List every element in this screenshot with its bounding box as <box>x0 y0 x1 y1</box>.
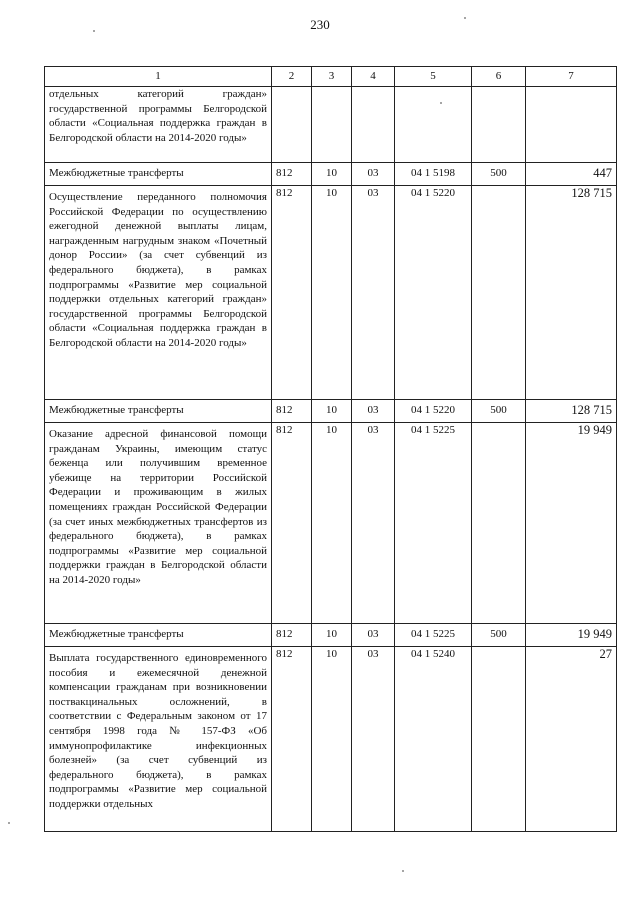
column-header: 1 <box>45 67 272 87</box>
row-description: отдельных категорий граждан» государственной программы Белгородской области «Социальная поддержка граждан в Белгородской области на 2014-2020 годы» <box>45 87 272 163</box>
cell-subsection <box>352 87 395 163</box>
cell-section: 10 <box>312 624 352 647</box>
scan-speck <box>402 870 404 872</box>
table-header-row <box>45 67 617 87</box>
budget-table <box>44 66 617 832</box>
cell-target-item <box>395 87 472 163</box>
table-row <box>45 647 617 832</box>
cell-subsection: 03 <box>352 163 395 186</box>
table-row <box>45 87 617 163</box>
cell-expense-type: 500 <box>472 163 526 186</box>
column-header: 6 <box>472 67 526 87</box>
scan-speck <box>8 822 10 824</box>
cell-target-item: 04 1 5225 <box>395 423 472 624</box>
cell-section <box>312 87 352 163</box>
cell-code: 812 <box>272 163 312 186</box>
cell-target-item: 04 1 5225 <box>395 624 472 647</box>
cell-amount: 447 <box>526 163 617 186</box>
scan-speck <box>440 102 442 104</box>
row-description: Межбюджетные трансферты <box>45 624 272 647</box>
row-description: Межбюджетные трансферты <box>45 163 272 186</box>
cell-code: 812 <box>272 400 312 423</box>
scan-speck <box>93 30 95 32</box>
cell-code: 812 <box>272 647 312 832</box>
cell-subsection: 03 <box>352 186 395 400</box>
cell-amount: 128 715 <box>526 400 617 423</box>
cell-code: 812 <box>272 624 312 647</box>
cell-amount <box>526 87 617 163</box>
table-row <box>45 423 617 624</box>
cell-amount: 19 949 <box>526 423 617 624</box>
page-number: 230 <box>310 17 330 32</box>
column-header: 2 <box>272 67 312 87</box>
cell-subsection: 03 <box>352 647 395 832</box>
cell-subsection: 03 <box>352 624 395 647</box>
table-row <box>45 163 617 186</box>
row-description: Выплата государственного единовременного пособия и ежемесячной денежной компенсации гражданам при возникновении поствакцинальных осложнений, в соответствии с Федеральным законом от 17 сентября 1998 года № 157-ФЗ «Об иммунопрофилактике инфекционных болезней» (за счет субвенций из федерального бюджета), в рамках подпрограммы «Развитие мер социальной поддержки отдельных <box>45 647 272 832</box>
cell-code <box>272 87 312 163</box>
cell-amount: 27 <box>526 647 617 832</box>
cell-section: 10 <box>312 186 352 400</box>
column-header: 4 <box>352 67 395 87</box>
scan-speck <box>464 17 466 19</box>
column-header: 7 <box>526 67 617 87</box>
cell-amount: 128 715 <box>526 186 617 400</box>
cell-expense-type <box>472 186 526 400</box>
table-row <box>45 624 617 647</box>
cell-subsection: 03 <box>352 423 395 624</box>
row-description: Осуществление переданного полномочия Российской Федерации по осуществлению ежегодной денежной выплаты лицам, награжденным нагрудным знаком «Почетный донор России» (за счет субвенций из федерального бюджета), в рамках подпрограммы «Развитие мер социальной поддержки отдельных категорий граждан» государственной программы Белгородской области «Социальная поддержка граждан в Белгородской области на 2014-2020 годы» <box>45 186 272 400</box>
cell-target-item: 04 1 5240 <box>395 647 472 832</box>
cell-expense-type: 500 <box>472 624 526 647</box>
cell-code: 812 <box>272 423 312 624</box>
cell-expense-type: 500 <box>472 400 526 423</box>
cell-section: 10 <box>312 647 352 832</box>
column-header: 5 <box>395 67 472 87</box>
cell-expense-type <box>472 647 526 832</box>
cell-expense-type <box>472 87 526 163</box>
cell-section: 10 <box>312 423 352 624</box>
table-row <box>45 186 617 400</box>
cell-target-item: 04 1 5198 <box>395 163 472 186</box>
cell-code: 812 <box>272 186 312 400</box>
cell-section: 10 <box>312 400 352 423</box>
row-description: Межбюджетные трансферты <box>45 400 272 423</box>
row-description: Оказание адресной финансовой помощи гражданам Украины, имеющим статус беженца или получившим временное убежище на территории Российской Федерации и проживающим в жилых помещениях граждан Российской Федерации (за счет иных межбюджетных трансфертов из федерального бюджета), в рамках подпрограммы «Развитие мер социальной поддержки граждан в Белгородской области на 2014-2020 годы» <box>45 423 272 624</box>
cell-amount: 19 949 <box>526 624 617 647</box>
cell-expense-type <box>472 423 526 624</box>
cell-target-item: 04 1 5220 <box>395 186 472 400</box>
cell-section: 10 <box>312 163 352 186</box>
table-row <box>45 400 617 423</box>
cell-target-item: 04 1 5220 <box>395 400 472 423</box>
cell-subsection: 03 <box>352 400 395 423</box>
column-header: 3 <box>312 67 352 87</box>
